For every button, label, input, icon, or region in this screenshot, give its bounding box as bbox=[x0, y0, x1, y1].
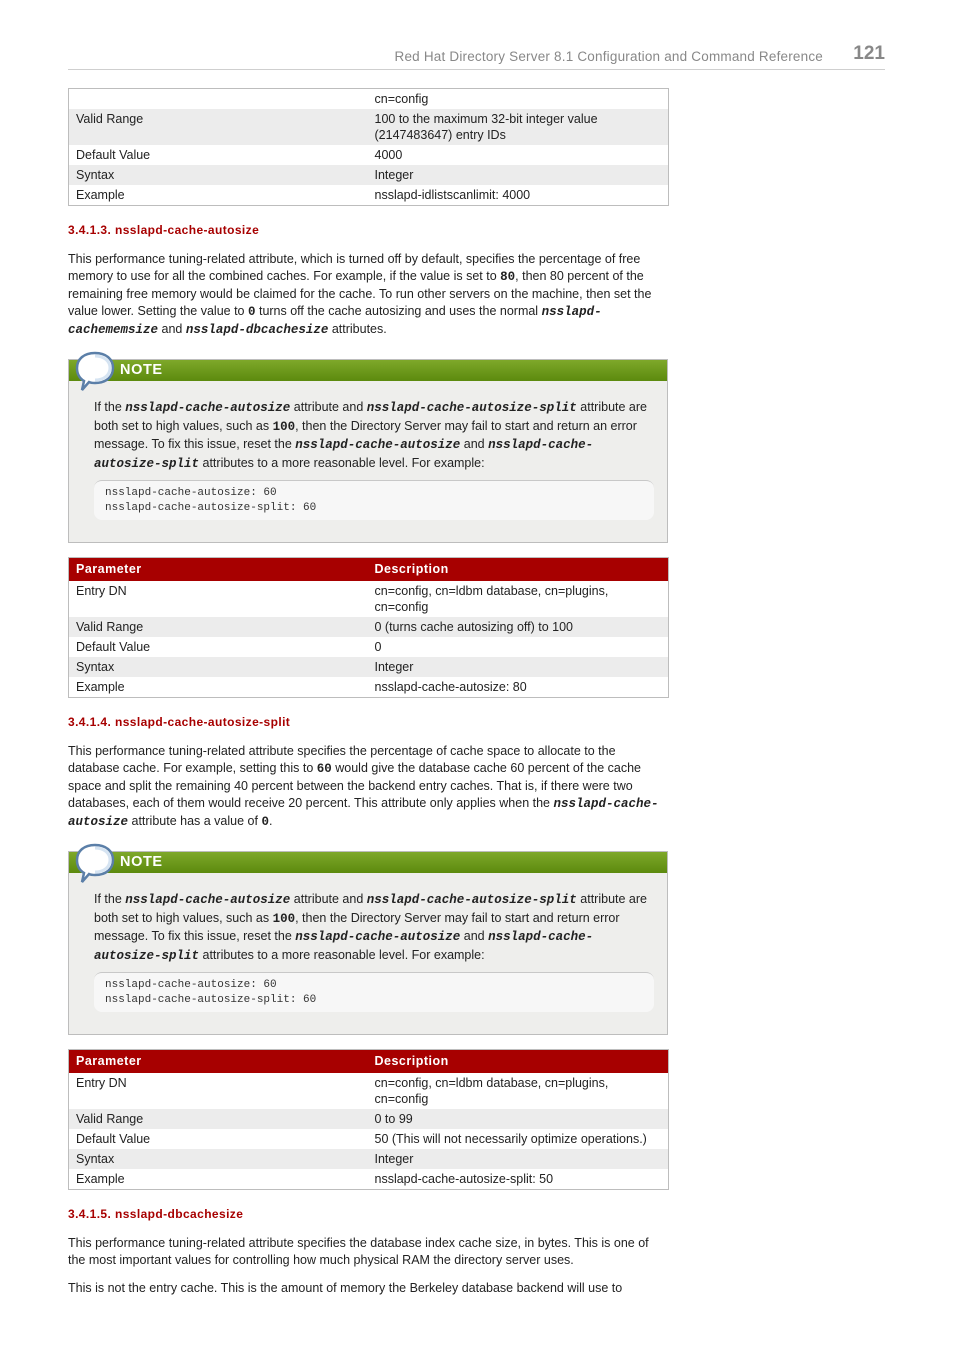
param-cell: Default Value bbox=[76, 1132, 151, 1146]
table-row bbox=[69, 165, 669, 185]
text-run: . bbox=[268, 814, 273, 828]
text-run: attribute are both set to high values, such as bbox=[94, 400, 647, 433]
column-header: Parameter bbox=[69, 558, 368, 582]
param-cell: Syntax bbox=[69, 657, 368, 677]
table-row bbox=[69, 1129, 669, 1149]
desc-cell: cn=config, cn=ldbm database, cn=plugins, cn=config bbox=[374, 1076, 609, 1106]
speech-bubble-icon bbox=[74, 842, 116, 886]
table-row bbox=[69, 617, 669, 637]
table-row bbox=[69, 677, 669, 698]
desc-cell: 0 to 99 bbox=[368, 1109, 669, 1129]
desc-cell: Integer bbox=[368, 165, 669, 185]
note-box bbox=[68, 851, 668, 1035]
code-line: nsslapd-cache-autosize-split: 60 bbox=[105, 501, 317, 514]
text-run: would give the database cache 60 percent of the cache space and split the remaining 40 percent between the backend entry caches. That is, if there were two databases, each of them would receive 20 percent. This attribute only applies when the bbox=[68, 761, 642, 810]
cache-autosize-table bbox=[68, 557, 669, 698]
text-run: attribute and bbox=[290, 892, 367, 906]
text-run: This performance tuning-related attribute specifies the percentage of cache space to allocate to the database cache. For example, setting this to bbox=[68, 744, 616, 775]
speech-bubble-icon bbox=[74, 350, 116, 394]
desc-cell: nsslapd-cache-autosize: 80 bbox=[374, 680, 527, 694]
text-run: , then 80 percent of the remaining free memory would be claimed for the cache. To run other servers on the machine, then set the value lower. Setting the value to bbox=[68, 269, 652, 318]
text-run: attribute are both set to high values, such as bbox=[94, 892, 647, 925]
note-label: NOTE bbox=[120, 854, 163, 870]
dbcachesize-description-continued: This is not the entry cache. This is the amount of memory the Berkeley database backend will use to bbox=[68, 1281, 623, 1295]
cache-autosize-description bbox=[68, 251, 668, 339]
code-run: 100 bbox=[272, 419, 296, 434]
param-cell bbox=[69, 89, 368, 110]
text-run: , then the Directory Server may fail to start and return error message. To fix this issue, reset the bbox=[94, 910, 620, 943]
code-run: 0 bbox=[261, 815, 269, 829]
desc-cell: nsslapd-idlistscanlimit: 4000 bbox=[374, 188, 531, 202]
param-cell: Syntax bbox=[69, 1149, 368, 1169]
header-title: Red Hat Directory Server 8.1 Configuration and Command Reference bbox=[394, 49, 823, 64]
code-run: nsslapd-cache-autosize-split bbox=[94, 438, 594, 471]
desc-cell: 4000 bbox=[374, 148, 403, 162]
code-run: nsslapd-cache-autosize-split bbox=[366, 401, 577, 415]
desc-cell: nsslapd-cache-autosize-split: 50 bbox=[374, 1172, 554, 1186]
code-run: nsslapd-cache-autosize-split bbox=[366, 893, 577, 907]
text-run: attribute has a value of bbox=[128, 814, 262, 828]
column-header: Parameter bbox=[69, 1050, 368, 1074]
column-header: Description bbox=[368, 1050, 669, 1074]
table-row bbox=[69, 1073, 669, 1109]
table-row bbox=[69, 581, 669, 617]
note-text bbox=[94, 891, 654, 965]
table-row bbox=[69, 1109, 669, 1129]
code-block bbox=[94, 480, 654, 520]
desc-cell: 0 bbox=[374, 640, 382, 654]
desc-cell: Integer bbox=[368, 1149, 669, 1169]
note-text bbox=[94, 399, 654, 473]
note-box bbox=[68, 359, 668, 543]
code-run: nsslapd-dbcachesize bbox=[185, 323, 329, 337]
code-run: 100 bbox=[272, 911, 296, 926]
code-run: nsslapd-cache-autosize bbox=[295, 438, 461, 452]
text-run: attribute and bbox=[290, 400, 367, 414]
param-cell: Example bbox=[76, 188, 125, 202]
table-row bbox=[69, 637, 669, 657]
code-line: nsslapd-cache-autosize: 60 bbox=[105, 487, 277, 499]
table-row bbox=[69, 89, 669, 110]
section-title-dbcachesize: 3.4.1.5. nsslapd-dbcachesize bbox=[68, 1207, 244, 1221]
desc-cell: cn=config, cn=ldbm database, cn=plugins, cn=config bbox=[374, 584, 609, 614]
code-run: nsslapd-cache-autosize bbox=[68, 797, 659, 829]
code-run: nsslapd-cache-autosize bbox=[125, 401, 291, 415]
text-run: attributes to a more reasonable level. For example: bbox=[199, 455, 485, 470]
text-run: , then the Directory Server may fail to start and return an error message. To fix this issue, reset the bbox=[94, 418, 637, 451]
table-header-row bbox=[69, 1050, 669, 1074]
param-cell: Valid Range bbox=[69, 109, 368, 145]
code-run: nsslapd-cache-autosize bbox=[125, 893, 291, 907]
desc-cell: 0 (turns cache autosizing off) to 100 bbox=[368, 617, 669, 637]
text-run: and bbox=[158, 322, 186, 336]
column-header: Description bbox=[368, 558, 669, 582]
page-number: 121 bbox=[853, 43, 885, 64]
table-row bbox=[69, 1169, 669, 1190]
section-title-cache-autosize-split: 3.4.1.4. nsslapd-cache-autosize-split bbox=[68, 715, 291, 729]
param-cell: Syntax bbox=[69, 165, 368, 185]
param-cell: Valid Range bbox=[69, 1109, 368, 1129]
param-cell: Default Value bbox=[76, 148, 151, 162]
param-cell: Default Value bbox=[76, 640, 151, 654]
table-row bbox=[69, 145, 669, 165]
param-cell: Entry DN bbox=[76, 1076, 127, 1090]
desc-cell: 50 (This will not necessarily optimize operations.) bbox=[374, 1132, 647, 1146]
code-run: 80 bbox=[500, 270, 516, 284]
table-header-row bbox=[69, 558, 669, 582]
code-run: 0 bbox=[247, 305, 256, 319]
cache-autosize-split-description bbox=[68, 743, 668, 831]
code-block bbox=[94, 972, 654, 1012]
desc-cell: 100 to the maximum 32-bit integer value (2147483647) entry IDs bbox=[368, 109, 669, 145]
idlistscanlimit-table bbox=[68, 88, 669, 206]
text-run: turns off the cache autosizing and uses the normal bbox=[255, 304, 542, 318]
text-run: If the bbox=[94, 892, 126, 906]
code-run: nsslapd-cache-autosize-split bbox=[94, 930, 594, 963]
text-run: attributes to a more reasonable level. For example: bbox=[199, 947, 485, 962]
param-cell: Entry DN bbox=[76, 584, 127, 598]
code-line: nsslapd-cache-autosize-split: 60 bbox=[105, 993, 317, 1006]
table-row bbox=[69, 657, 669, 677]
param-cell: Valid Range bbox=[69, 617, 368, 637]
table-row bbox=[69, 185, 669, 206]
param-cell: Example bbox=[76, 680, 125, 694]
text-run: attributes. bbox=[328, 322, 387, 336]
note-label: NOTE bbox=[120, 362, 163, 378]
cache-autosize-split-table bbox=[68, 1049, 669, 1190]
page-header bbox=[68, 44, 885, 70]
code-line: nsslapd-cache-autosize: 60 bbox=[105, 979, 277, 991]
text-run: This performance tuning-related attribute, which is turned off by default, specifies the percentage of free memory to use for all the combined caches. For example, if the value is set to bbox=[68, 252, 641, 283]
dbcachesize-description: This performance tuning-related attribute specifies the database index cache size, in bytes. This is one of the most important values for controlling how much physical RAM the directory server uses. bbox=[68, 1236, 649, 1267]
text-run: If the bbox=[94, 400, 126, 414]
code-run: nsslapd-cachememsize bbox=[68, 305, 602, 337]
section-title-cache-autosize: 3.4.1.3. nsslapd-cache-autosize bbox=[68, 223, 260, 237]
code-run: 60 bbox=[316, 762, 332, 776]
text-run: and bbox=[460, 929, 489, 943]
desc-cell: cn=config bbox=[374, 92, 429, 106]
param-cell: Example bbox=[76, 1172, 125, 1186]
desc-cell: Integer bbox=[368, 657, 669, 677]
code-run: nsslapd-cache-autosize bbox=[295, 930, 461, 944]
table-row bbox=[69, 1149, 669, 1169]
table-row bbox=[69, 109, 669, 145]
text-run: and bbox=[460, 437, 489, 451]
